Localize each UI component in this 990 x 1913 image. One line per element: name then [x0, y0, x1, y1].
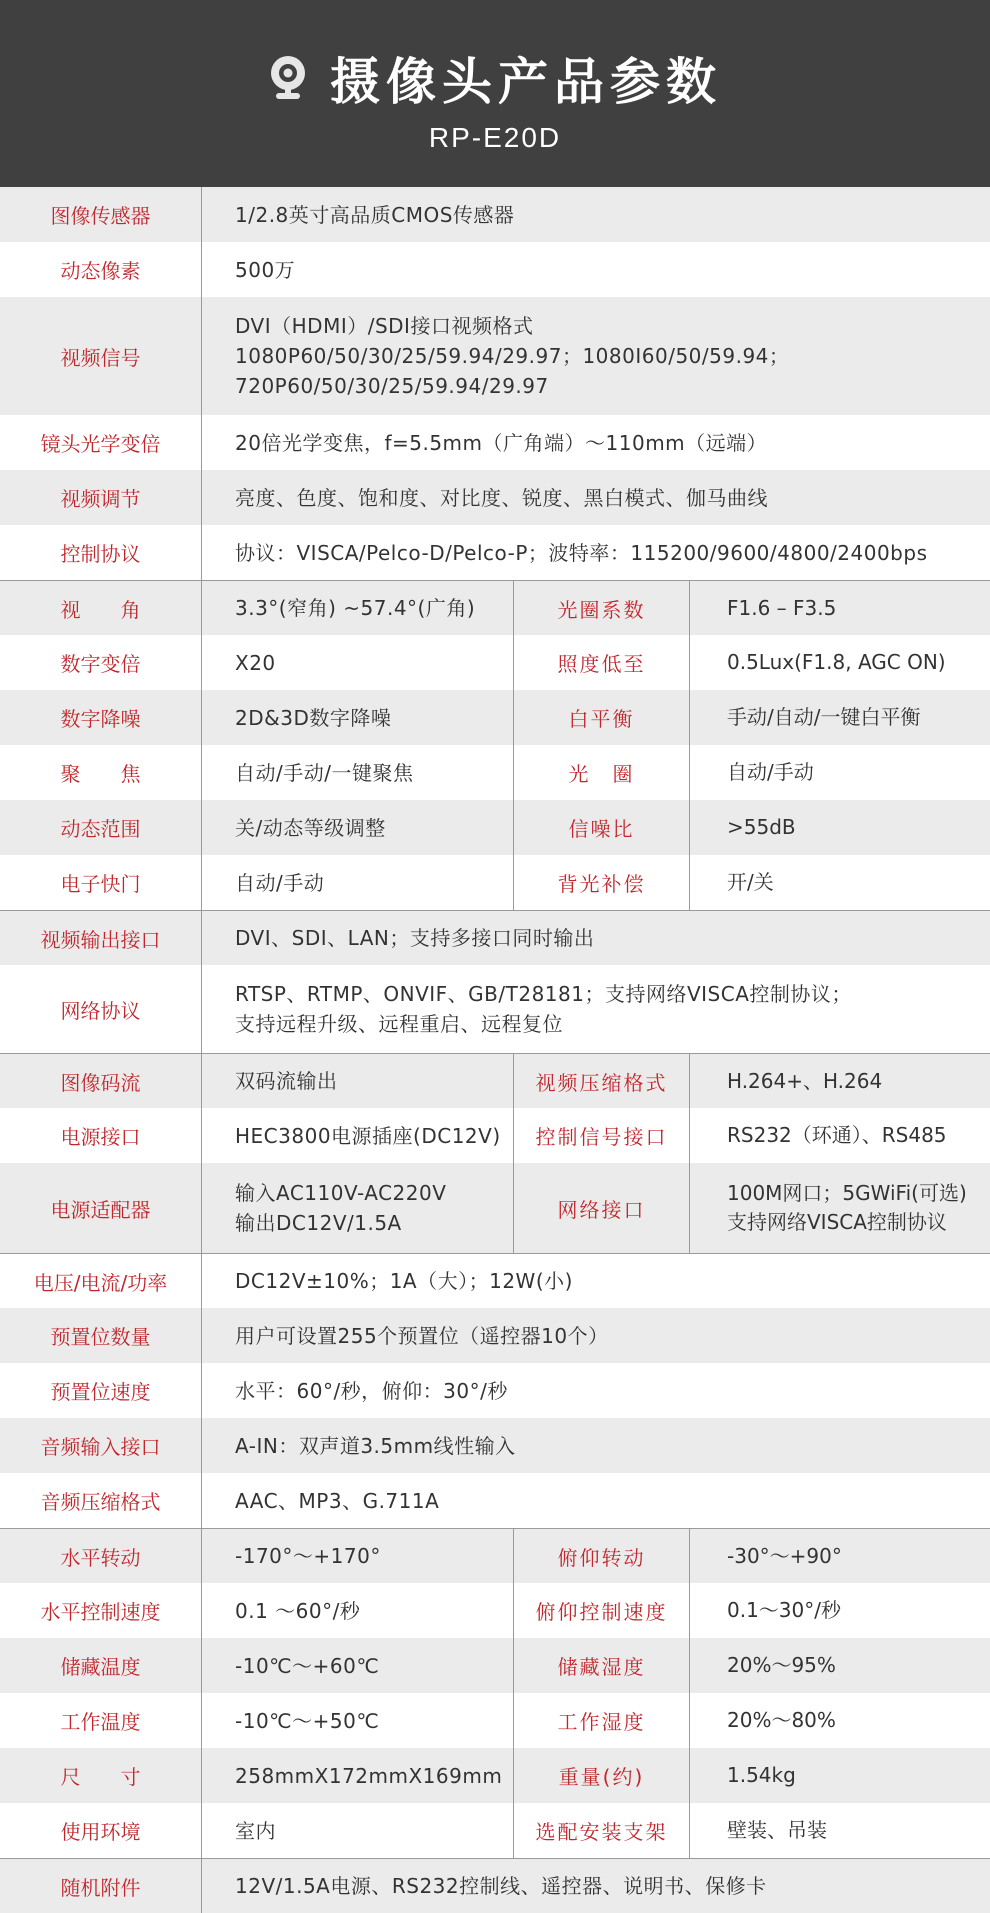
spec-value-secondary: 20%～95%: [727, 1653, 836, 1677]
spec-row: [0, 690, 990, 745]
spec-label-secondary: 光圈系数: [514, 581, 690, 635]
spec-value: -170°～+170°: [202, 1529, 514, 1583]
spec-label: 动态范围: [0, 800, 202, 855]
spec-value-secondary: 开/关: [727, 870, 774, 894]
spec-label: 电源适配器: [0, 1163, 202, 1253]
spec-label: 视频输出接口: [0, 911, 202, 965]
spec-value: A-IN：双声道3.5mm线性输入: [235, 1433, 516, 1458]
spec-row: [0, 187, 990, 242]
spec-value: [202, 965, 990, 1053]
spec-value-secondary: 壁装、吊装: [727, 1818, 827, 1842]
spec-value: [202, 1163, 514, 1253]
spec-label: 使用环境: [0, 1803, 202, 1858]
spec-label: 数字降噪: [0, 690, 202, 745]
model-number: RP-E20D: [428, 121, 562, 153]
spec-label: 储藏温度: [0, 1638, 202, 1693]
spec-label: 控制协议: [0, 525, 202, 580]
spec-label: 音频压缩格式: [0, 1473, 202, 1528]
spec-label: 视 角: [0, 581, 202, 635]
spec-label: 动态像素: [0, 242, 202, 297]
spec-value: 500万: [235, 257, 296, 282]
spec-value-secondary: [690, 1163, 990, 1253]
spec-label: 音频输入接口: [0, 1418, 202, 1473]
spec-value-secondary: RS232（环通）、RS485: [727, 1123, 947, 1147]
spec-label: 数字变倍: [0, 635, 202, 690]
spec-row: [0, 965, 990, 1053]
spec-label-secondary: 信噪比: [514, 800, 690, 855]
spec-row: [0, 1638, 990, 1693]
spec-value-line: 1080P60/50/30/25/59.94/29.97；1080I60/50/59.94；: [235, 344, 790, 368]
spec-label: 聚 焦: [0, 745, 202, 800]
spec-value-line: 支持网络VISCA控制协议: [727, 1210, 947, 1234]
spec-value: 室内: [202, 1803, 514, 1858]
spec-label-secondary: 网络接口: [514, 1163, 690, 1253]
spec-label-secondary: 俯仰控制速度: [514, 1583, 690, 1638]
spec-value-secondary: F1.6 – F3.5: [727, 595, 837, 620]
spec-value-line: RTSP、RTMP、ONVIF、GB/T28181；支持网络VISCA控制协议；: [235, 982, 852, 1006]
spec-value: 自动/手动/一键聚焦: [202, 745, 514, 800]
spec-row: [0, 1473, 990, 1528]
spec-value-secondary: 自动/手动: [727, 760, 814, 784]
spec-value: HEC3800电源插座(DC12V): [202, 1108, 514, 1163]
spec-row: [0, 525, 990, 580]
spec-label-secondary: 白平衡: [514, 690, 690, 745]
spec-row: [0, 1803, 990, 1858]
spec-label: 镜头光学变倍: [0, 415, 202, 470]
spec-table: [0, 187, 990, 1913]
spec-row: [0, 1748, 990, 1803]
spec-label: 图像传感器: [0, 187, 202, 242]
spec-row: [0, 1108, 990, 1163]
spec-value-secondary: 手动/自动/一键白平衡: [727, 705, 921, 729]
spec-label: 电压/电流/功率: [0, 1254, 202, 1308]
spec-label: 网络协议: [0, 965, 202, 1053]
spec-label-secondary: 俯仰转动: [514, 1529, 690, 1583]
spec-row: [0, 1858, 990, 1913]
spec-row: [0, 470, 990, 525]
spec-value: DC12V±10%；1A（大）；12W(小): [235, 1269, 573, 1293]
spec-label-secondary: 工作湿度: [514, 1693, 690, 1748]
spec-value-line: 支持远程升级、远程重启、远程复位: [235, 1012, 563, 1036]
spec-label: 电子快门: [0, 855, 202, 910]
spec-row: [0, 580, 990, 635]
spec-value: AAC、MP3、G.711A: [235, 1488, 440, 1513]
spec-row: [0, 1363, 990, 1418]
spec-row: [0, 800, 990, 855]
spec-label: 水平控制速度: [0, 1583, 202, 1638]
spec-value: 2D&3D数字降噪: [202, 690, 514, 745]
spec-value-line: 100M网口；5GWiFi(可选): [727, 1181, 967, 1205]
title-line: [268, 42, 722, 114]
spec-value-secondary: 20%～80%: [727, 1708, 836, 1732]
spec-label: 视频调节: [0, 470, 202, 525]
spec-value: -10℃～+60℃: [202, 1638, 514, 1693]
spec-row: [0, 1528, 990, 1583]
spec-row: [0, 1418, 990, 1473]
spec-value: 水平：60°/秒，俯仰：30°/秒: [235, 1378, 508, 1403]
spec-row: [0, 242, 990, 297]
spec-value: 20倍光学变焦，f=5.5mm（广角端）～110mm（远端）: [235, 430, 768, 455]
spec-value-line: 输入AC110V-AC220V: [235, 1181, 447, 1205]
spec-label: 视频信号: [0, 297, 202, 415]
spec-label: 图像码流: [0, 1054, 202, 1108]
spec-value: 自动/手动: [202, 855, 514, 910]
spec-label: 工作温度: [0, 1693, 202, 1748]
spec-label-secondary: 控制信号接口: [514, 1108, 690, 1163]
spec-row: [0, 1308, 990, 1363]
spec-value: DVI、SDI、LAN；支持多接口同时输出: [235, 926, 595, 950]
spec-row: [0, 297, 990, 415]
page-header: [0, 0, 990, 187]
spec-row: [0, 1163, 990, 1253]
spec-value: 258mmX172mmX169mm: [202, 1748, 514, 1803]
spec-row: [0, 910, 990, 965]
spec-value: 亮度、色度、饱和度、对比度、锐度、黑白模式、伽马曲线: [235, 485, 768, 510]
spec-label: 随机附件: [0, 1859, 202, 1913]
spec-label-secondary: 选配安装支架: [514, 1803, 690, 1858]
spec-row: [0, 855, 990, 910]
spec-value: 1/2.8英寸高品质CMOS传感器: [235, 202, 515, 227]
spec-value-secondary: >55dB: [727, 815, 796, 839]
spec-label: 预置位速度: [0, 1363, 202, 1418]
spec-label-secondary: 照度低至: [514, 635, 690, 690]
spec-value: 12V/1.5A电源、RS232控制线、遥控器、说明书、保修卡: [235, 1874, 767, 1898]
spec-label: 预置位数量: [0, 1308, 202, 1363]
spec-row: [0, 1053, 990, 1108]
spec-value: 协议：VISCA/Pelco-D/Pelco-P；波特率：115200/9600/4800/2400bps: [235, 540, 928, 565]
spec-row: [0, 1693, 990, 1748]
spec-label-secondary: 储藏湿度: [514, 1638, 690, 1693]
spec-value-line: 输出DC12V/1.5A: [235, 1211, 402, 1235]
spec-value: [202, 297, 990, 415]
spec-value-line: 720P60/50/30/25/59.94/29.97: [235, 374, 549, 398]
spec-label-secondary: 重量(约): [514, 1748, 690, 1803]
spec-value: 0.1 ～60°/秒: [202, 1583, 514, 1638]
webcam-icon: [268, 54, 308, 102]
spec-value: 双码流输出: [202, 1054, 514, 1108]
spec-value: -10℃～+50℃: [202, 1693, 514, 1748]
spec-value-secondary: 0.1～30°/秒: [727, 1598, 841, 1622]
spec-row: [0, 415, 990, 470]
spec-value-secondary: 1.54kg: [727, 1763, 796, 1787]
spec-label-secondary: 视频压缩格式: [514, 1054, 690, 1108]
spec-row: [0, 1583, 990, 1638]
spec-value: 关/动态等级调整: [202, 800, 514, 855]
spec-value: 3.3°(窄角) ~57.4°(广角): [202, 581, 514, 635]
spec-label: 尺 寸: [0, 1748, 202, 1803]
spec-value-secondary: -30°～+90°: [727, 1543, 842, 1568]
spec-row: [0, 635, 990, 690]
spec-value: 用户可设置255个预置位（遥控器10个）: [235, 1323, 609, 1348]
spec-value-secondary: H.264+、H.264: [727, 1068, 883, 1093]
spec-value: X20: [202, 635, 514, 690]
spec-label-secondary: 背光补偿: [514, 855, 690, 910]
spec-label: 电源接口: [0, 1108, 202, 1163]
spec-value-secondary: 0.5Lux(F1.8, AGC ON): [727, 650, 946, 674]
spec-row: [0, 745, 990, 800]
page-title: 摄像头产品参数: [330, 52, 722, 111]
spec-label-secondary: 光 圈: [514, 745, 690, 800]
spec-row: [0, 1253, 990, 1308]
spec-value-line: DVI（HDMI）/SDI接口视频格式: [235, 314, 534, 338]
spec-label: 水平转动: [0, 1529, 202, 1583]
